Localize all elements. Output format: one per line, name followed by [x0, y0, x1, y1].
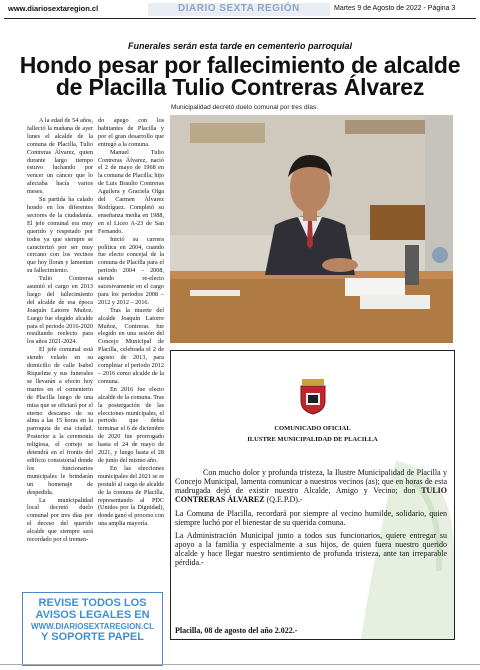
paragraph: A la edad de 54 años, falleció la mañana de ayer lunes el alcalde de la comuna de Placilla, Tulio Contreras Álvarez, quien durante largo tiempo estuvo luchando por vencer un cáncer que lo afectaba hacía varios meses.	[27, 117, 93, 196]
notice-paragraph-1: Con mucho dolor y profunda tristeza, la Ilustre Municipalidad de Placilla y Concejo Municipal, lamenta comunicar a nuestros vecinos (as); que en horas de esta madrugada dejó de existir nuestro Alcalde, Amigo y Vecino; don TULIO CONTRERAS ÁLVAREZ (Q.E.P.D).-	[175, 468, 447, 504]
paragraph: Su partida ha calado hondo en los diferentes sectores de la ciudadanía. El jefe comunal era muy querido y respetado por todos ya que siempre se caracterizó por ser muy cercano con los vecinos que hoy lloran y lamentan su fallecimiento.	[27, 196, 93, 275]
date-page: Martes 9 de Agosto de 2022 - Página 3	[334, 5, 456, 12]
ad-line-2: AVISOS LEGALES EN	[35, 609, 150, 621]
paragraph: Manuel Tulio Contreras Álvarez, nació el 2 de mayo de 1968 en la comuna de Placilla; hijo de Luis Braulio Contreras Aguilera y Graciela Olga del Carmen Álvarez Rodríguez. Completó su enseñanza media en 1988, en el Liceo A-23 de San Fernando.	[98, 148, 164, 235]
paragraph: La municipalidad local decretó duelo comunal por tres días por el deceso del querido alcalde que siempre será recordado por el tremen-	[27, 496, 93, 544]
mayor-photo	[170, 115, 453, 343]
headline-line-1: Hondo pesar por fallecimiento de alcalde	[19, 52, 461, 78]
legal-notices-ad	[22, 592, 163, 666]
paragraph: do apego con los habitantes de Placilla y por el gran desarrollo que entregó a la comuna.	[98, 117, 164, 148]
footer-rule	[0, 664, 480, 665]
paper-name: DIARIO SEXTA REGIÓN	[178, 3, 300, 14]
notice-signature: Placilla, 08 de agosto del año 2.022.-	[175, 626, 298, 635]
header-rule	[4, 18, 476, 19]
photo-illustration	[170, 115, 453, 343]
ad-line-4: Y SOPORTE PAPEL	[41, 631, 144, 643]
notice-paragraph-2: La Comuna de Placilla, recordará por siempre al vecino humilde, solidario, quien siempre luchó por el bienestar de su querida comuna.	[175, 508, 447, 527]
notice-paragraph-3: La Administración Municipal junto a todos sus funcionarios, quiere entregar su apoyo a la familia y especialmente a sus hijos, de quien fuera nuestro querido alcalde y hace llegar nuestro sentimiento de profunda tristeza, ante tan irreparable pérdida.-	[175, 531, 447, 568]
deceased-name: TULIO CONTRERAS ÁLVAREZ	[175, 485, 447, 504]
paragraph: El jefe comunal está siendo velado en su domicilio de calle Isabel Riquelme y sus funerales se llevarán a efecto hoy martes en el cementerio de Placilla luego de una misa que se oficiará por el eterno descanso de su alma a las 15 horas en la parroquia de esa ciudad. Posterior a la ceremonia religiosa, el cortejo se detendrá en el frontis del edificio consistorial donde los funcionarios municipales le brindarán un homenaje de despedida.	[27, 346, 93, 496]
municipal-crest-icon	[299, 379, 327, 415]
website-url: www.diariosextaregion.cl	[8, 4, 99, 13]
notice-title: COMUNICADO OFICIAL	[274, 425, 351, 432]
notice-subtitle: ILUSTRE MUNICIPALIDAD DE PLACILLA	[247, 436, 378, 443]
photo-caption: Municipalidad decretó duelo comunal por tres días.	[171, 104, 319, 111]
notice-body	[175, 469, 447, 573]
obituary-notice	[170, 350, 455, 640]
paragraph: Tras la muerte del alcalde Joaquín Latorre Muñoz, Contreras fue elegido en una sesión del Concejo Municipal de Placilla, celebrada el 2 de agosto de 2013, para completar el periodo 2012 – 2016 como alcalde de la comuna.	[98, 306, 164, 385]
ad-line-1: REVISE TODOS LOS	[38, 597, 147, 609]
article-kicker: Funerales serán esta tarde en cementerio parroquial	[127, 41, 353, 51]
paragraph: Tulio Contreras asumió el cargo en 2013 luego del fallecimiento del alcalde de esa época Joaquín Latorre Muñoz. Luego fue elegido alcalde para el periodo 2016-2020 resultando reelecto para los años 2021-2024.	[27, 275, 93, 346]
paragraph: En 2016 fue electo alcalde de la comuna. Tras la postergación de las elecciones municipales, el periodo que debía terminar el 6 de diciembre de 2020 fue prorrogado hasta el 24 de mayo de 2021, y luego hasta el 28 de junio del mismo año.	[98, 385, 164, 464]
article-column-1	[27, 117, 93, 544]
paragraph: Inició su carrera política en 2004, cuando fue electo concejal de la comuna de Placilla para el periodo 2004 – 2008, siendo re-electo sucesivamente en el cargo para los periodos 2008 – 2012 y 2012 – 2016.	[98, 235, 164, 306]
ad-line-3: WWW.DIARIOSEXTAREGION.CL	[31, 622, 154, 631]
paragraph: En las elecciones municipales del 2021 se re postuló al cargo de alcalde de la comuna de Placilla, representando al PDC (Unidos por la Dignidad), donde ganó el proceso con una amplia mayoría.	[98, 464, 164, 528]
article-headline	[0, 54, 480, 98]
headline-line-2: de Placilla Tulio Contreras Álvarez	[55, 74, 425, 100]
article-column-2	[98, 117, 164, 528]
